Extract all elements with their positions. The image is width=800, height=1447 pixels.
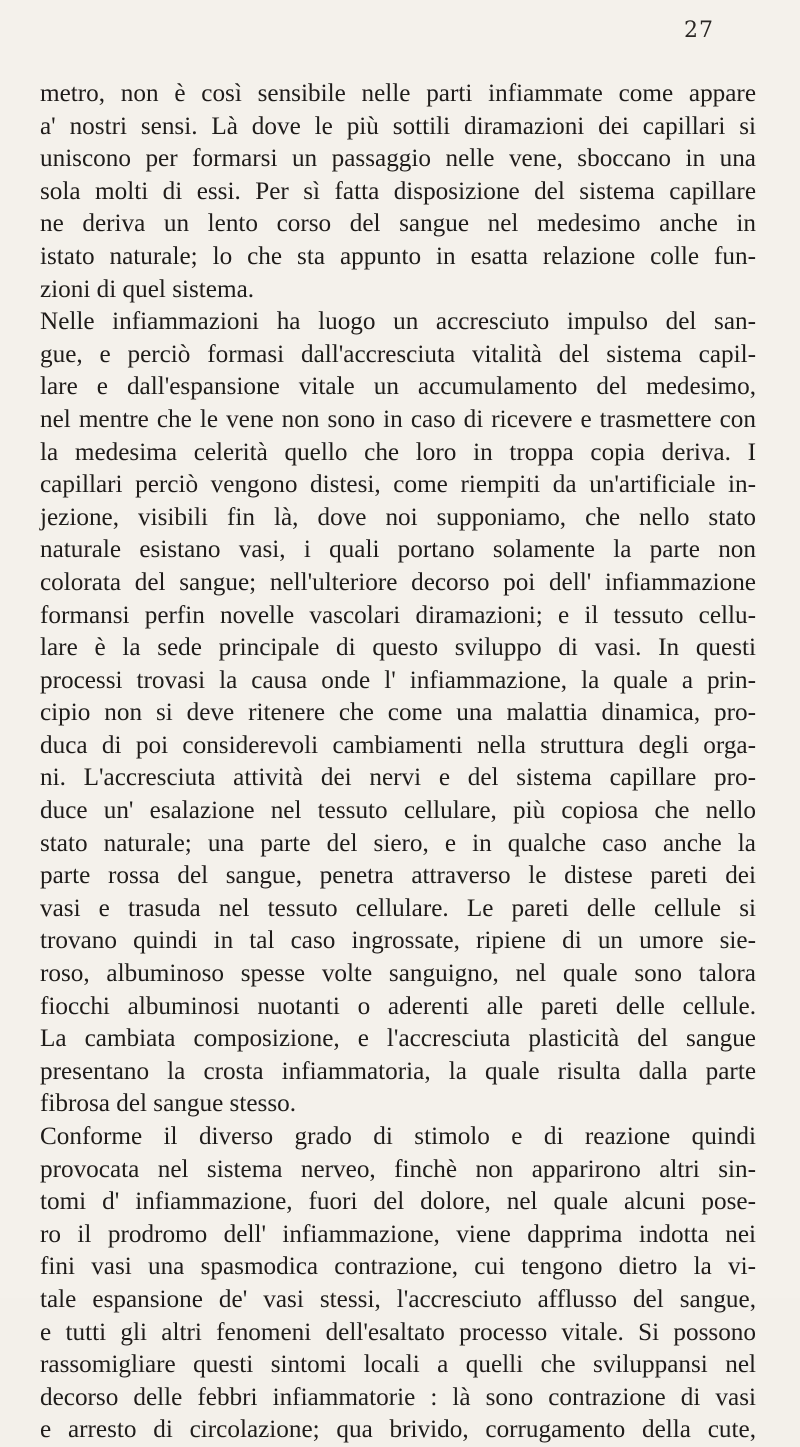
text-line: rassomigliare questi sintomi locali a quelli che sviluppansi nel bbox=[40, 1351, 756, 1379]
text-line: colorata del sangue; nell'ulteriore decorso poi dell' infiammazione bbox=[40, 568, 756, 596]
text-line: e tutti gli altri fenomeni dell'esaltato processo vitale. Si possono bbox=[40, 1318, 756, 1346]
paragraph-start-line: Conforme il diverso grado di stimolo e di reazione quindi bbox=[40, 1123, 756, 1150]
page-number: 27 bbox=[684, 18, 714, 43]
text-line: trovano quindi in tal caso ingrossate, ripiene di un umore sie- bbox=[40, 927, 756, 955]
text-line: duce un' esalazione nel tessuto cellulare, più copiosa che nello bbox=[40, 797, 756, 825]
text-line: ni. L'accresciuta attività dei nervi e del sistema capillare pro- bbox=[40, 764, 756, 792]
text-line: capillari perciò vengono distesi, come riempiti da un'artificiale in- bbox=[40, 471, 756, 499]
text-line: sola molti di essi. Per sì fatta disposizione del sistema capillare bbox=[40, 177, 756, 205]
text-line: la medesima celerità quello che loro in troppa copia deriva. I bbox=[40, 438, 756, 466]
text-line: lare è la sede principale di questo sviluppo di vasi. In questi bbox=[40, 634, 756, 662]
text-line: fiocchi albuminosi nuotanti o aderenti alle pareti delle cellule. bbox=[40, 992, 756, 1020]
text-line: istato naturale; lo che sta appunto in esatta relazione colle fun- bbox=[40, 242, 756, 270]
text-line: cipio non si deve ritenere che come una malattia dinamica, pro- bbox=[40, 699, 756, 727]
text-line: ne deriva un lento corso del sangue nel medesimo anche in bbox=[40, 210, 756, 238]
text-line: formansi perfin novelle vascolari diramazioni; e il tessuto cellu- bbox=[40, 601, 756, 629]
text-line: naturale esistano vasi, i quali portano solamente la parte non bbox=[40, 536, 756, 564]
text-line: tale espansione de' vasi stessi, l'accresciuto afflusso del sangue, bbox=[40, 1285, 756, 1313]
text-line: presentano la crosta infiammatoria, la quale risulta dalla parte bbox=[40, 1057, 756, 1085]
text-line: a' nostri sensi. Là dove le più sottili diramazioni dei capillari si bbox=[40, 112, 756, 140]
text-line: ro il prodromo dell' infiammazione, viene dapprima indotta nei bbox=[40, 1220, 756, 1248]
text-line: processi trovasi la causa onde l' infiammazione, la quale a prin- bbox=[40, 666, 756, 694]
text-line: roso, albuminoso spesse volte sanguigno, nel quale sono talora bbox=[40, 960, 756, 988]
text-line: e arresto di circolazione; qua brivido, corrugamento della cute, bbox=[40, 1416, 756, 1444]
paragraph-end-line: fibrosa del sangue stesso. bbox=[40, 1090, 297, 1118]
text-line: tomi d' infiammazione, fuori del dolore, nel quale alcuni pose- bbox=[40, 1188, 756, 1216]
text-line: duca di poi considerevoli cambiamenti nella struttura degli orga- bbox=[40, 731, 756, 759]
text-line: metro, non è così sensibile nelle parti infiammate come appare bbox=[40, 80, 756, 107]
text-line: fini vasi una spasmodica contrazione, cui tengono dietro la vi- bbox=[40, 1253, 756, 1281]
text-line: nel mentre che le vene non sono in caso di ricevere e trasmettere con bbox=[40, 405, 756, 433]
text-line: gue, e perciò formasi dall'accresciuta vitalità del sistema capil- bbox=[40, 340, 756, 368]
text-line: lare e dall'espansione vitale un accumulamento del medesimo, bbox=[40, 373, 756, 401]
text-line: La cambiata composizione, e l'accresciuta plasticità del sangue bbox=[40, 1025, 756, 1053]
text-line: stato naturale; una parte del siero, e in qualche caso anche la bbox=[40, 829, 756, 857]
text-line: vasi e trasuda nel tessuto cellulare. Le pareti delle cellule si bbox=[40, 894, 756, 922]
text-line: decorso delle febbri infiammatorie : là sono contrazione di vasi bbox=[40, 1383, 756, 1411]
text-line: uniscono per formarsi un passaggio nelle vene, sboccano in una bbox=[40, 145, 756, 173]
text-line: parte rossa del sangue, penetra attraverso le distese pareti dei bbox=[40, 862, 756, 890]
paragraph-end-line: zioni di quel sistema. bbox=[40, 275, 255, 303]
paragraph-start-line: Nelle infiammazioni ha luogo un accresciuto impulso del san- bbox=[40, 308, 756, 336]
text-line: jezione, visibili fin là, dove noi supponiamo, che nello stato bbox=[40, 503, 756, 531]
text-line: provocata nel sistema nerveo, finchè non apparirono altri sin- bbox=[40, 1155, 756, 1183]
body-text bbox=[40, 78, 756, 1447]
